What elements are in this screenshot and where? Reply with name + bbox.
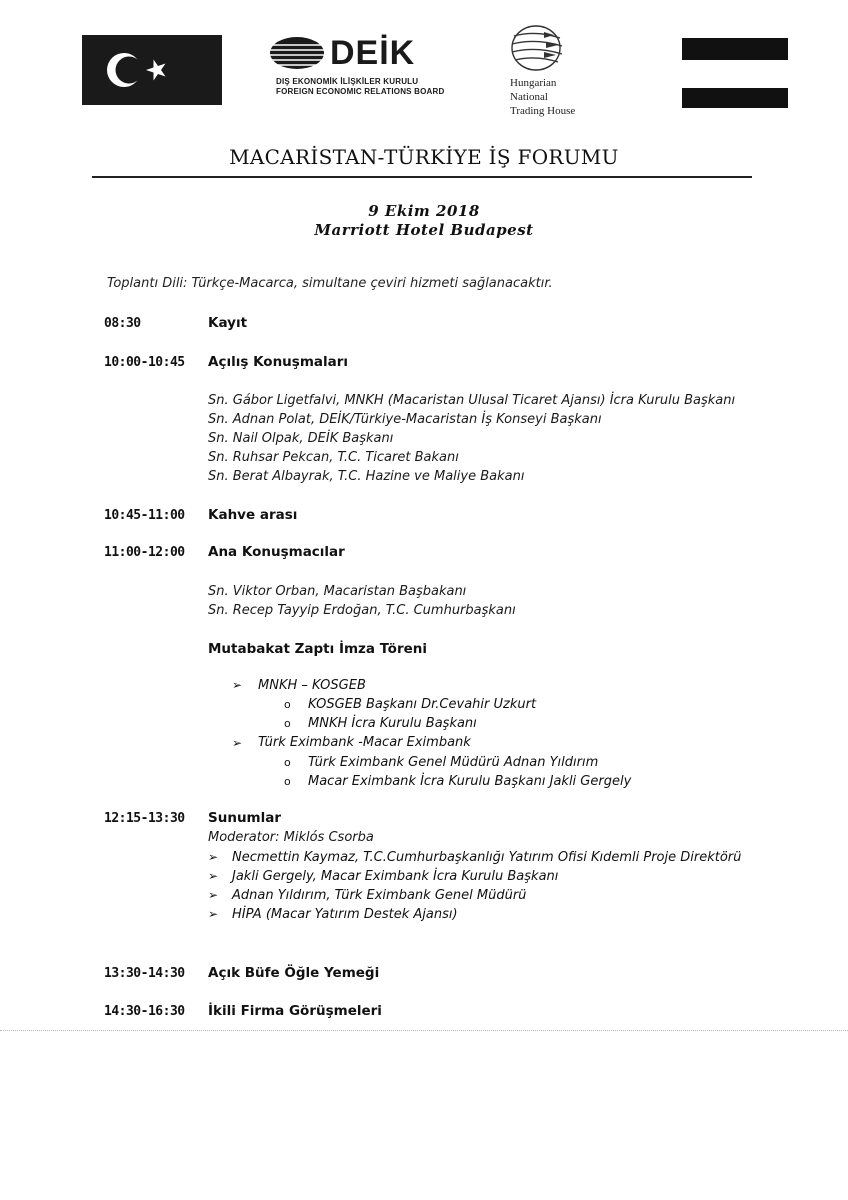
deik-name-en: FOREIGN ECONOMIC RELATIONS BOARD	[276, 87, 445, 96]
circle-bullet-icon: o	[284, 717, 291, 730]
page-title: MACARİSTAN-TÜRKİYE İŞ FORUMU	[229, 145, 619, 169]
crescent-star-icon	[82, 35, 222, 105]
session-time: 10:45-11:00	[104, 508, 185, 523]
event-venue: Marriott Hotel Budapest	[314, 221, 534, 239]
session-time: 11:00-12:00	[104, 545, 185, 560]
hnth-name-line3: Trading House	[510, 105, 576, 117]
hnth-name-line2: National	[510, 91, 548, 103]
presenter-line: Jakli Gergely, Macar Eximbank İcra Kurulu Başkanı	[232, 869, 559, 884]
mou-signatory: Macar Eximbank İcra Kurulu Başkanı Jakli Gergely	[308, 774, 632, 789]
session-title: İkili Firma Görüşmeleri	[208, 1003, 382, 1019]
mou-item: Türk Eximbank -Macar Eximbank	[258, 735, 471, 750]
mou-title: Mutabakat Zaptı İmza Töreni	[208, 641, 427, 657]
presenter-line: Necmettin Kaymaz, T.C.Cumhurbaşkanlığı Yatırım Ofisi Kıdemli Proje Direktörü	[232, 850, 742, 865]
circle-bullet-icon: o	[284, 756, 291, 769]
presenter-line: Adnan Yıldırım, Türk Eximbank Genel Müdürü	[232, 888, 527, 903]
arrow-bullet-icon: ➢	[232, 678, 243, 692]
session-title: Kayıt	[208, 315, 248, 331]
event-date: 9 Ekim 2018	[368, 202, 480, 220]
scan-artifact-line	[0, 1030, 848, 1031]
hnth-globe-logo	[508, 22, 566, 78]
arrow-bullet-icon: ➢	[208, 869, 219, 883]
speaker-line: Sn. Viktor Orban, Macaristan Başbakanı	[208, 584, 467, 599]
deik-logo-text: DEİK	[330, 34, 416, 72]
session-title: Kahve arası	[208, 507, 298, 523]
speaker-line: Sn. Nail Olpak, DEİK Başkanı	[208, 431, 394, 446]
speaker-line: Sn. Ruhsar Pekcan, T.C. Ticaret Bakanı	[208, 450, 459, 465]
hnth-name-line1: Hungarian	[510, 77, 557, 89]
mou-signatory: KOSGEB Başkanı Dr.Cevahir Uzkurt	[308, 697, 537, 712]
session-time: 14:30-16:30	[104, 1004, 185, 1019]
speaker-line: Sn. Adnan Polat, DEİK/Türkiye-Macaristan İş Konseyi Başkanı	[208, 412, 602, 427]
deik-name-tr: DIŞ EKONOMİK İLİŞKİLER KURULU	[276, 77, 419, 86]
language-note: Toplantı Dili: Türkçe-Macarca, simultane çeviri hizmeti sağlanacaktır.	[107, 276, 553, 291]
moderator-line: Moderator: Miklós Csorba	[208, 830, 374, 845]
arrow-bullet-icon: ➢	[208, 850, 219, 864]
speaker-line: Sn. Gábor Ligetfalvi, MNKH (Macaristan Ulusal Ticaret Ajansı) İcra Kurulu Başkanı	[208, 393, 736, 408]
session-title: Açık Büfe Öğle Yemeği	[208, 965, 380, 981]
session-title: Ana Konuşmacılar	[208, 544, 345, 560]
presenter-line: HİPA (Macar Yatırım Destek Ajansı)	[232, 907, 458, 922]
circle-bullet-icon: o	[284, 698, 291, 711]
session-time: 08:30	[104, 316, 141, 331]
mou-item: MNKH – KOSGEB	[258, 678, 366, 693]
turkish-flag	[82, 35, 222, 105]
arrow-bullet-icon: ➢	[208, 907, 219, 921]
session-time: 13:30-14:30	[104, 966, 185, 981]
arrow-bullet-icon: ➢	[208, 888, 219, 902]
redaction-bar-bottom	[682, 88, 788, 108]
deik-globe-logo	[268, 36, 326, 74]
circle-bullet-icon: o	[284, 775, 291, 788]
speaker-line: Sn. Berat Albayrak, T.C. Hazine ve Maliye Bakanı	[208, 469, 525, 484]
mou-signatory: Türk Eximbank Genel Müdürü Adnan Yıldırım	[308, 755, 599, 770]
session-time: 12:15-13:30	[104, 811, 185, 826]
arrow-bullet-icon: ➢	[232, 736, 243, 750]
mou-signatory: MNKH İcra Kurulu Başkanı	[308, 716, 477, 731]
session-title: Sunumlar	[208, 810, 282, 826]
title-divider	[92, 176, 752, 178]
speaker-line: Sn. Recep Tayyip Erdoğan, T.C. Cumhurbaşkanı	[208, 603, 516, 618]
session-title: Açılış Konuşmaları	[208, 354, 349, 370]
session-time: 10:00-10:45	[104, 355, 185, 370]
redaction-bar-top	[682, 38, 788, 60]
